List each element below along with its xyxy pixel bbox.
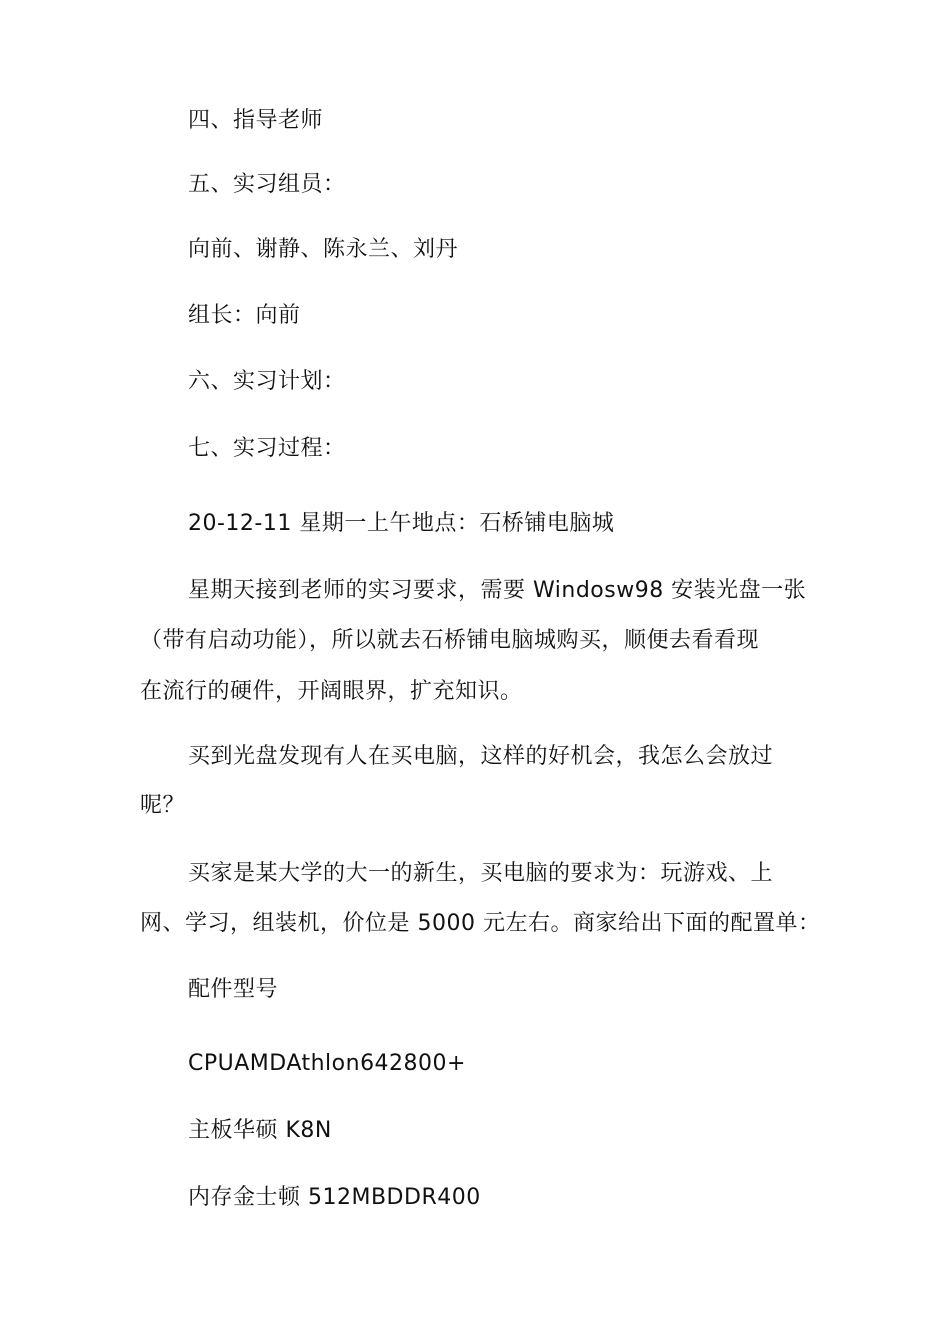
config-memory: 内存金士顿 512MBDDR400	[188, 1185, 481, 1210]
paragraph-1-line-3: 在流行的硬件，开阔眼界，扩充知识。	[140, 679, 523, 704]
members-list: 向前、谢静、陈永兰、刘丹	[188, 237, 459, 262]
paragraph-1-line-2: （带有启动功能），所以就去石桥铺电脑城购买，顺便去看看现	[140, 628, 760, 653]
paragraph-3-line-2: 网、学习，组装机，价位是 5000 元左右。商家给出下面的配置单：	[140, 911, 821, 936]
paragraph-3-line-1: 买家是某大学的大一的新生，买电脑的要求为：玩游戏、上	[188, 861, 774, 886]
date-location-line: 20-12-11 星期一上午地点：石桥铺电脑城	[188, 511, 615, 536]
paragraph-2-line-2: 呢？	[140, 793, 186, 818]
config-header: 配件型号	[188, 977, 279, 1002]
heading-process: 七、实习过程：	[188, 436, 346, 461]
heading-advisor: 四、指导老师	[188, 108, 324, 133]
paragraph-1-line-1: 星期天接到老师的实习要求，需要 Windosw98 安装光盘一张	[188, 578, 807, 603]
heading-plan: 六、实习计划：	[188, 369, 346, 394]
heading-members: 五、实习组员：	[188, 172, 346, 197]
config-motherboard: 主板华硕 K8N	[188, 1118, 332, 1143]
paragraph-2-line-1: 买到光盘发现有人在买电脑，这样的好机会，我怎么会放过	[188, 744, 774, 769]
config-cpu: CPUAMDAthlon642800+	[188, 1051, 466, 1076]
group-leader: 组长：向前	[188, 303, 301, 328]
